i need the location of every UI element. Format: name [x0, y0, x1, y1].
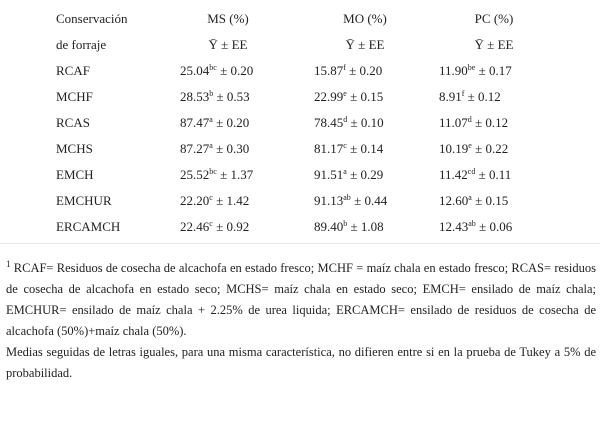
cell-ms-error: ± 0.92: [212, 219, 250, 234]
cell-ms-error: ± 0.30: [212, 141, 250, 156]
row-label: MCHS: [56, 141, 93, 156]
cell-ms-mean: 87.47: [180, 115, 210, 130]
cell-pc-mean: 10.19: [439, 141, 469, 156]
cell-ms: [172, 190, 292, 212]
table-divider: [0, 243, 600, 244]
footnote-abbreviations: [6, 258, 596, 342]
footnote-marker: 1: [6, 259, 11, 269]
cell-ms-error: ± 0.20: [212, 115, 250, 130]
table-header-row-2: [0, 34, 600, 56]
cell-mo-error: ± 0.29: [346, 167, 384, 182]
table-row: [0, 216, 600, 238]
header-mo-stat: Ȳ ± EE: [345, 37, 385, 52]
cell-ms-letters: bc: [209, 63, 217, 72]
cell-mo-mean: 89.40: [314, 219, 344, 234]
cell-mo-mean: 91.51: [314, 167, 344, 182]
cell-pc-mean: 8.91: [439, 89, 462, 104]
cell-ms: [172, 138, 292, 160]
cell-pc-mean: 11.90: [439, 63, 468, 78]
header-pc-stat: Ȳ ± EE: [474, 37, 514, 52]
cell-mo-error: ± 0.15: [346, 89, 384, 104]
header-forraje: de forraje: [56, 37, 107, 52]
header-pc: PC (%): [474, 11, 514, 26]
cell-mo: [310, 112, 424, 134]
cell-mo-error: ± 0.14: [346, 141, 384, 156]
cell-pc-error: ± 0.12: [471, 115, 509, 130]
table-header-row-1: [0, 8, 600, 30]
table-row: [0, 164, 600, 186]
cell-ms-letters: c: [209, 219, 213, 228]
cell-pc-error: ± 0.15: [471, 193, 509, 208]
cell-pc: [437, 164, 553, 186]
cell-ms: [172, 60, 292, 82]
cell-ms-error: ± 0.20: [216, 63, 254, 78]
cell-pc-letters: a: [468, 193, 472, 202]
footnote-tukey: Medias seguidas de letras iguales, para una misma característica, no difieren entre si en la prueba de Tukey a 5% de probabilidad.: [6, 345, 596, 380]
cell-ms-letters: c: [209, 193, 213, 202]
cell-ms-error: ± 1.37: [216, 167, 254, 182]
row-label: RCAS: [56, 115, 90, 130]
cell-mo: [310, 86, 424, 108]
cell-ms: [172, 86, 292, 108]
cell-mo-mean: 22.99: [314, 89, 344, 104]
cell-mo: [310, 190, 424, 212]
cell-pc-letters: f: [461, 89, 465, 98]
cell-mo: [310, 60, 424, 82]
cell-mo-error: ± 0.20: [345, 63, 383, 78]
cell-ms-error: ± 0.53: [213, 89, 250, 104]
table-row: [0, 138, 600, 160]
cell-pc: [437, 138, 553, 160]
cell-ms-letters: bc: [209, 167, 217, 176]
cell-mo-mean: 78.45: [314, 115, 344, 130]
cell-pc-mean: 12.60: [439, 193, 469, 208]
cell-ms-letters: a: [209, 115, 213, 124]
cell-ms-letters: b: [209, 89, 214, 98]
header-ms: MS (%): [207, 11, 249, 26]
cell-pc-letters: be: [467, 63, 476, 72]
cell-ms: [172, 164, 292, 186]
cell-pc-mean: 12.43: [439, 219, 469, 234]
cell-pc-error: ± 0.11: [475, 167, 512, 182]
cell-ms-mean: 25.04: [180, 63, 210, 78]
header-ms-stat: Ȳ ± EE: [208, 37, 248, 52]
cell-pc-error: ± 0.17: [475, 63, 512, 78]
cell-pc-letters: ab: [468, 219, 476, 228]
cell-mo-mean: 15.87: [314, 63, 344, 78]
cell-ms-mean: 22.46: [180, 219, 210, 234]
row-label: EMCHUR: [56, 193, 112, 208]
cell-mo-error: ± 1.08: [347, 219, 384, 234]
cell-ms-mean: 28.53: [180, 89, 210, 104]
cell-pc-letters: e: [468, 141, 472, 150]
table-row: [0, 112, 600, 134]
cell-pc: [437, 112, 553, 134]
cell-mo-letters: b: [343, 219, 348, 228]
table-row: [0, 60, 600, 82]
cell-mo-letters: d: [343, 115, 348, 124]
row-label: EMCH: [56, 167, 94, 182]
row-label: ERCAMCH: [56, 219, 121, 234]
cell-mo-letters: f: [343, 63, 346, 72]
cell-mo: [310, 138, 424, 160]
footnotes: [6, 258, 596, 384]
cell-pc-error: ± 0.22: [471, 141, 509, 156]
cell-mo: [310, 164, 424, 186]
row-label: RCAF: [56, 63, 90, 78]
header-conservacion: Conservación: [56, 11, 128, 26]
footnote-abbreviations-text: RCAF= Residuos de cosecha de alcachofa en estado fresco; MCHF = maíz chala en estado fresco; RCAS= residuos de cosecha de alcachofa en estado seco; MCHS= maíz chala en estado seco; EMCH= ensilado de maíz chala; EMCHUR= ensilado de maíz chala + 2.25% de urea liquida; ERCAMCH= ensilado de residuos de cosecha de alcachofa (50%)+maíz chala (50%).: [6, 261, 596, 338]
cell-pc-mean: 11.42: [439, 167, 468, 182]
cell-mo-letters: a: [343, 167, 347, 176]
cell-pc-error: ± 0.06: [475, 219, 513, 234]
cell-pc-error: ± 0.12: [464, 89, 501, 104]
cell-pc-mean: 11.07: [439, 115, 468, 130]
table-row: [0, 190, 600, 212]
table-row: [0, 86, 600, 108]
cell-mo: [310, 216, 424, 238]
cell-pc-letters: cd: [467, 167, 476, 176]
cell-pc: [437, 216, 553, 238]
cell-ms-error: ± 1.42: [212, 193, 250, 208]
header-mo: MO (%): [343, 11, 387, 26]
cell-pc: [437, 60, 553, 82]
row-label: MCHF: [56, 89, 93, 104]
cell-ms: [172, 112, 292, 134]
cell-mo-letters: e: [343, 89, 347, 98]
cell-ms-mean: 22.20: [180, 193, 210, 208]
cell-mo-letters: c: [343, 141, 347, 150]
cell-ms: [172, 216, 292, 238]
cell-ms-letters: a: [209, 141, 213, 150]
cell-mo-error: ± 0.10: [347, 115, 384, 130]
cell-ms-mean: 25.52: [180, 167, 210, 182]
cell-mo-letters: ab: [343, 193, 351, 202]
cell-pc-letters: d: [467, 115, 472, 124]
cell-pc: [437, 190, 553, 212]
cell-mo-mean: 91.13: [314, 193, 344, 208]
cell-mo-error: ± 0.44: [350, 193, 388, 208]
cell-pc: [437, 86, 553, 108]
cell-ms-mean: 87.27: [180, 141, 210, 156]
cell-mo-mean: 81.17: [314, 141, 344, 156]
